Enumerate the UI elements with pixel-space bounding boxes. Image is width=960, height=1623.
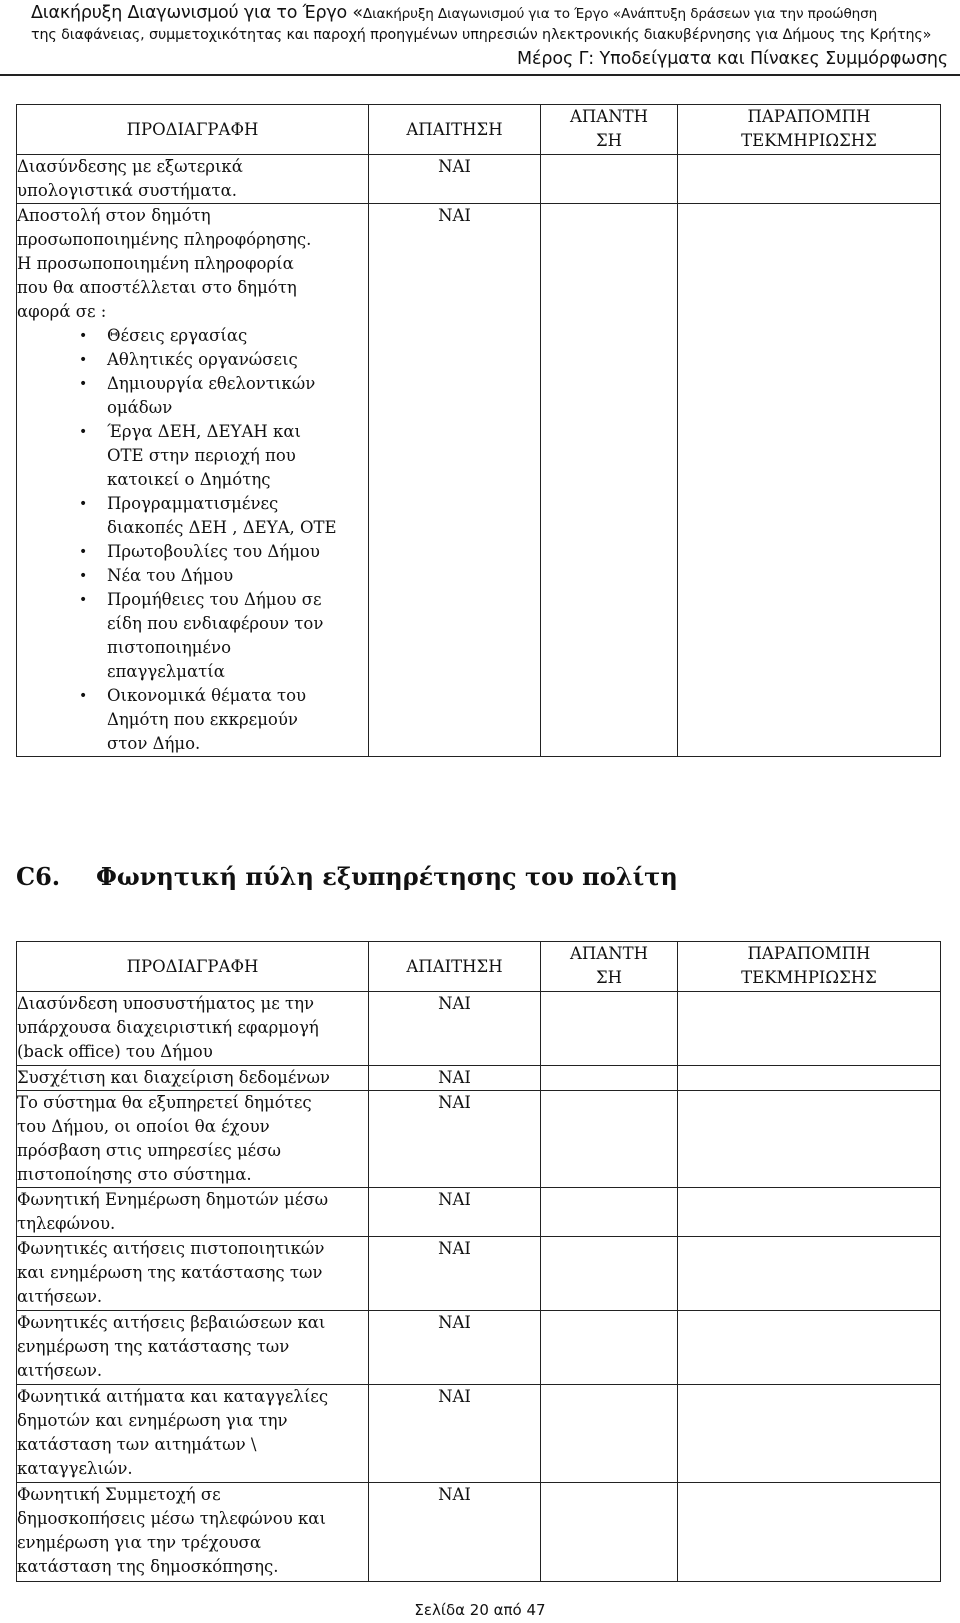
spec-text-line: Διασύνδεσης με εξωτερικά <box>17 157 243 176</box>
list-item-line: επαγγελματία <box>107 662 225 681</box>
spec-text-line: πιστοποίησης στο σύστημα. <box>17 1165 252 1184</box>
list-item <box>79 564 368 588</box>
reference-cell <box>678 1091 941 1188</box>
section-heading <box>16 862 678 891</box>
requirement-cell: ΝΑΙ <box>369 155 541 204</box>
table-row <box>17 155 941 204</box>
header-reference-l2: ΤΕΚΜΗΡΙΩΣΗΣ <box>741 968 877 987</box>
table-row <box>17 992 941 1066</box>
spec-text-line: Αποστολή στον δημότη <box>17 206 211 225</box>
spec-text-line: τηλεφώνου. <box>17 1214 116 1233</box>
spec-text-line: Το σύστημα θα εξυπηρετεί δημότες <box>17 1093 312 1112</box>
spec-text-line: πρόσβαση στις υπηρεσίες μέσω <box>17 1141 281 1160</box>
list-item <box>79 348 368 372</box>
table-row <box>17 1066 941 1091</box>
spec-text-line: και ενημέρωση της κατάστασης των <box>17 1263 323 1282</box>
list-item <box>79 684 368 756</box>
list-item-line: ΟΤΕ στην περιοχή που <box>107 446 296 465</box>
spec-cell <box>17 204 369 757</box>
reference-cell <box>678 1311 941 1385</box>
page-header <box>0 0 960 76</box>
reference-cell <box>678 1237 941 1311</box>
header-reference-l2: ΤΕΚΜΗΡΙΩΣΗΣ <box>741 131 877 150</box>
header-reference-l1: ΠΑΡΑΠΟΜΠΗ <box>747 107 871 126</box>
header-title-small: Διακήρυξη Διαγωνισμού για το Έργο «Ανάπτυξη δράσεων για την προώθηση <box>362 6 878 22</box>
spec-text-line: Συσχέτιση και διαχείριση δεδομένων <box>17 1068 330 1087</box>
answer-cell <box>541 1311 678 1385</box>
requirement-cell: ΝΑΙ <box>369 1066 541 1091</box>
list-item <box>79 540 368 564</box>
spec-text-line: Φωνητικά αιτήματα και καταγγελίες <box>17 1387 329 1406</box>
header-reference <box>678 942 941 992</box>
table-row <box>17 1188 941 1237</box>
list-item-line: είδη που ενδιαφέρουν τον <box>107 614 324 633</box>
requirement-cell: ΝΑΙ <box>369 204 541 757</box>
spec-cell <box>17 1091 369 1188</box>
answer-cell <box>541 1483 678 1582</box>
header-requirement: ΑΠΑΙΤΗΣΗ <box>369 105 541 155</box>
spec-text-line: Διασύνδεση υποσυστήματος με την <box>17 994 315 1013</box>
header-spec: ΠΡΟΔΙΑΓΡΑΦΗ <box>17 942 369 992</box>
answer-cell <box>541 1237 678 1311</box>
header-answer-l2: ΣΗ <box>595 968 623 987</box>
reference-cell <box>678 204 941 757</box>
list-item-line: • Δημιουργία εθελοντικών <box>107 374 316 393</box>
spec-text-line: αφορά σε : <box>17 302 107 321</box>
answer-cell <box>541 1091 678 1188</box>
spec-text-line: Η προσωποποιημένη πληροφορία <box>17 254 294 273</box>
spec-cell <box>17 1237 369 1311</box>
spec-cell <box>17 1311 369 1385</box>
table-row <box>17 1483 941 1582</box>
list-item-line: στον Δήμο. <box>107 734 201 753</box>
table-header-row <box>17 942 941 992</box>
answer-cell <box>541 1066 678 1091</box>
reference-cell <box>678 155 941 204</box>
list-item-line: • Αθλητικές οργανώσεις <box>107 350 298 369</box>
header-part-title: Μέρος Γ: Υποδείγματα και Πίνακες Συμμόρφωσης <box>517 49 948 69</box>
reference-cell <box>678 1385 941 1483</box>
list-item-line: • Προγραμματισμένες <box>107 494 279 513</box>
spec-text-line: κατάσταση των αιτημάτων \ <box>17 1435 257 1454</box>
spec-cell <box>17 992 369 1066</box>
spec-text-line: κατάσταση της δημοσκόπησης. <box>17 1557 279 1576</box>
spec-text-line: Φωνητική Ενημέρωση δημοτών μέσω <box>17 1190 329 1209</box>
list-item-line: πιστοποιημένο <box>107 638 232 657</box>
requirement-cell: ΝΑΙ <box>369 1188 541 1237</box>
requirement-cell: ΝΑΙ <box>369 1237 541 1311</box>
reference-cell <box>678 1483 941 1582</box>
list-item <box>79 588 368 684</box>
header-answer <box>541 942 678 992</box>
header-answer-l2: ΣΗ <box>595 131 623 150</box>
requirement-cell: ΝΑΙ <box>369 1385 541 1483</box>
answer-cell <box>541 1385 678 1483</box>
spec-text-line: καταγγελιών. <box>17 1459 133 1478</box>
spec-text-line: προσωποποιημένης πληροφόρησης. <box>17 230 312 249</box>
spec-text-line: του Δήμου, οι οποίοι θα έχουν <box>17 1117 270 1136</box>
spec-table-1 <box>16 104 941 757</box>
header-spec: ΠΡΟΔΙΑΓΡΑΦΗ <box>17 105 369 155</box>
table-header-row <box>17 105 941 155</box>
spec-text-line: Φωνητική Συμμετοχή σε <box>17 1485 221 1504</box>
spec-text-line: υπολογιστικά συστήματα. <box>17 181 238 200</box>
section-title-text: Φωνητική πύλη εξυπηρέτησης του πολίτη <box>96 862 678 891</box>
list-item <box>79 492 368 540</box>
list-item <box>79 372 368 420</box>
header-answer-l1: ΑΠΑΝΤΗ <box>569 107 649 126</box>
spec-text-line: που θα αποστέλλεται στο δημότη <box>17 278 297 297</box>
table-row <box>17 204 941 757</box>
table-row <box>17 1385 941 1483</box>
header-rule <box>0 74 960 76</box>
header-title-main: Διακήρυξη Διαγωνισμού για το Έργο « <box>31 3 363 23</box>
table-row <box>17 1091 941 1188</box>
list-item <box>79 324 368 348</box>
header-answer-l1: ΑΠΑΝΤΗ <box>569 944 649 963</box>
header-title-line2: της διαφάνειας, συμμετοχικότητας και παροχή προηγμένων υπηρεσιών ηλεκτρονικής διακυβέρνησης για Δήμους της Κρήτης» <box>31 27 932 43</box>
section-number: C6. <box>16 862 61 891</box>
answer-cell <box>541 1188 678 1237</box>
table-row <box>17 1311 941 1385</box>
table-row <box>17 1237 941 1311</box>
reference-cell <box>678 992 941 1066</box>
spec-cell <box>17 155 369 204</box>
header-reference <box>678 105 941 155</box>
spec-cell <box>17 1385 369 1483</box>
spec-cell <box>17 1483 369 1582</box>
header-requirement: ΑΠΑΙΤΗΣΗ <box>369 942 541 992</box>
spec-text-line: ενημέρωση της κατάστασης των <box>17 1337 290 1356</box>
spec-text-line: αιτήσεων. <box>17 1361 103 1380</box>
requirement-cell: ΝΑΙ <box>369 1091 541 1188</box>
spec-text-line: αιτήσεων. <box>17 1287 103 1306</box>
spec-text-line: υπάρχουσα διαχειριστική εφαρμογή <box>17 1018 319 1037</box>
requirement-cell: ΝΑΙ <box>369 1311 541 1385</box>
header-title-line1 <box>31 3 877 23</box>
answer-cell <box>541 204 678 757</box>
list-item-line: Δημότη που εκκρεμούν <box>107 710 298 729</box>
list-item <box>79 420 368 492</box>
header-answer <box>541 105 678 155</box>
list-item-line: • Νέα του Δήμου <box>107 566 234 585</box>
page-number: Σελίδα 20 από 47 <box>414 1601 546 1619</box>
list-item-line: ομάδων <box>107 398 173 417</box>
spec-cell <box>17 1066 369 1091</box>
spec-text-line: δημοτών και ενημέρωση για την <box>17 1411 288 1430</box>
header-reference-l1: ΠΑΡΑΠΟΜΠΗ <box>747 944 871 963</box>
reference-cell <box>678 1066 941 1091</box>
requirement-cell: ΝΑΙ <box>369 1483 541 1582</box>
list-item-line: • Πρωτοβουλίες του Δήμου <box>107 542 320 561</box>
list-item-line: κατοικεί ο Δημότης <box>107 470 271 489</box>
spec-table-2 <box>16 941 941 1582</box>
spec-text-line: (back office) του Δήμου <box>17 1042 213 1061</box>
spec-text-line: Φωνητικές αιτήσεις βεβαιώσεων και <box>17 1313 326 1332</box>
answer-cell <box>541 155 678 204</box>
list-item-line: • Έργα ΔΕΗ, ΔΕΥΑΗ και <box>107 422 301 441</box>
topics-bullet-list <box>17 324 368 756</box>
list-item-line: • Οικονομικά θέματα του <box>107 686 307 705</box>
answer-cell <box>541 992 678 1066</box>
spec-text-line: δημοσκοπήσεις μέσω τηλεφώνου και <box>17 1509 326 1528</box>
reference-cell <box>678 1188 941 1237</box>
requirement-cell: ΝΑΙ <box>369 992 541 1066</box>
spec-text-line: Φωνητικές αιτήσεις πιστοποιητικών <box>17 1239 325 1258</box>
spec-text-line: ενημέρωση για την τρέχουσα <box>17 1533 262 1552</box>
list-item-line: • Προμήθειες του Δήμου σε <box>107 590 322 609</box>
spec-cell <box>17 1188 369 1237</box>
list-item-line: διακοπές ΔΕΗ , ΔΕΥΑ, ΟΤΕ <box>107 518 337 537</box>
list-item-line: • Θέσεις εργασίας <box>107 326 248 345</box>
